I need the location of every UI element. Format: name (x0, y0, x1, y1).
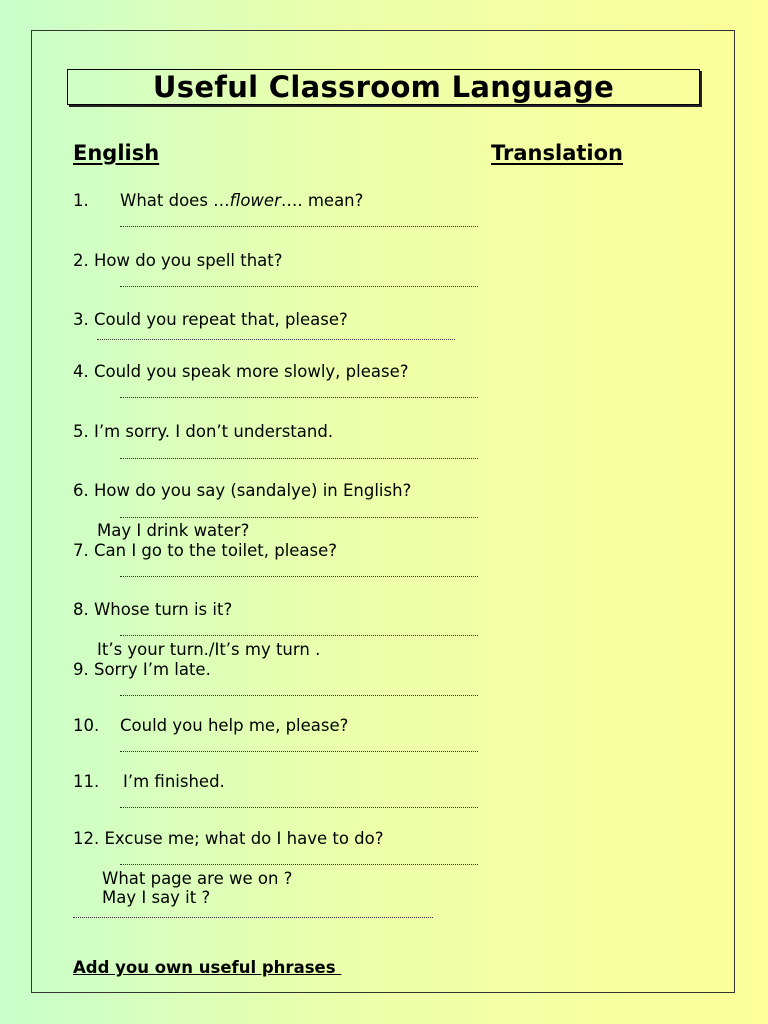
answer-line (120, 517, 478, 518)
list-item: 2. How do you spell that? (73, 251, 283, 270)
list-item: 6. How do you say (sandalye) in English? (73, 481, 412, 500)
list-item: May I drink water? (97, 521, 250, 540)
list-item (120, 191, 363, 211)
list-item: It’s your turn./It’s my turn . (97, 640, 321, 659)
item-number: 11. (73, 772, 100, 791)
answer-line (120, 751, 478, 752)
answer-line (120, 226, 478, 227)
answer-line (120, 807, 478, 808)
answer-line (120, 458, 478, 459)
list-item: 4. Could you speak more slowly, please? (73, 362, 409, 381)
list-item: Could you help me, please? (120, 716, 349, 735)
item-text-pre: What does … (120, 191, 230, 210)
answer-line (120, 864, 478, 865)
list-item: 12. Excuse me; what do I have to do? (73, 829, 384, 848)
answer-line (73, 917, 433, 918)
column-header-english: English (73, 141, 160, 165)
column-header-translation: Translation (491, 141, 623, 165)
answer-line (120, 576, 478, 577)
list-item: 8. Whose turn is it? (73, 600, 233, 619)
list-item: 7. Can I go to the toilet, please? (73, 541, 338, 560)
item-text-post: …. mean? (280, 191, 364, 210)
answer-line (120, 286, 478, 287)
add-phrases-heading: Add you own useful phrases (73, 958, 342, 977)
list-item: I’m finished. (123, 772, 225, 791)
list-item: 3. Could you repeat that, please? (73, 310, 348, 329)
title-box (67, 69, 700, 105)
page-title: Useful Classroom Language (152, 70, 615, 104)
answer-line (120, 397, 478, 398)
answer-line (97, 339, 455, 340)
answer-line (120, 695, 478, 696)
list-item: 5. I’m sorry. I don’t understand. (73, 422, 334, 441)
item-number: 10. (73, 716, 100, 735)
item-number: 1. (73, 191, 89, 210)
item-keyword: flower (229, 191, 281, 210)
list-item: May I say it ? (102, 888, 211, 907)
list-item: What page are we on ? (102, 869, 293, 888)
answer-line (120, 635, 478, 636)
list-item: 9. Sorry I’m late. (73, 660, 211, 679)
